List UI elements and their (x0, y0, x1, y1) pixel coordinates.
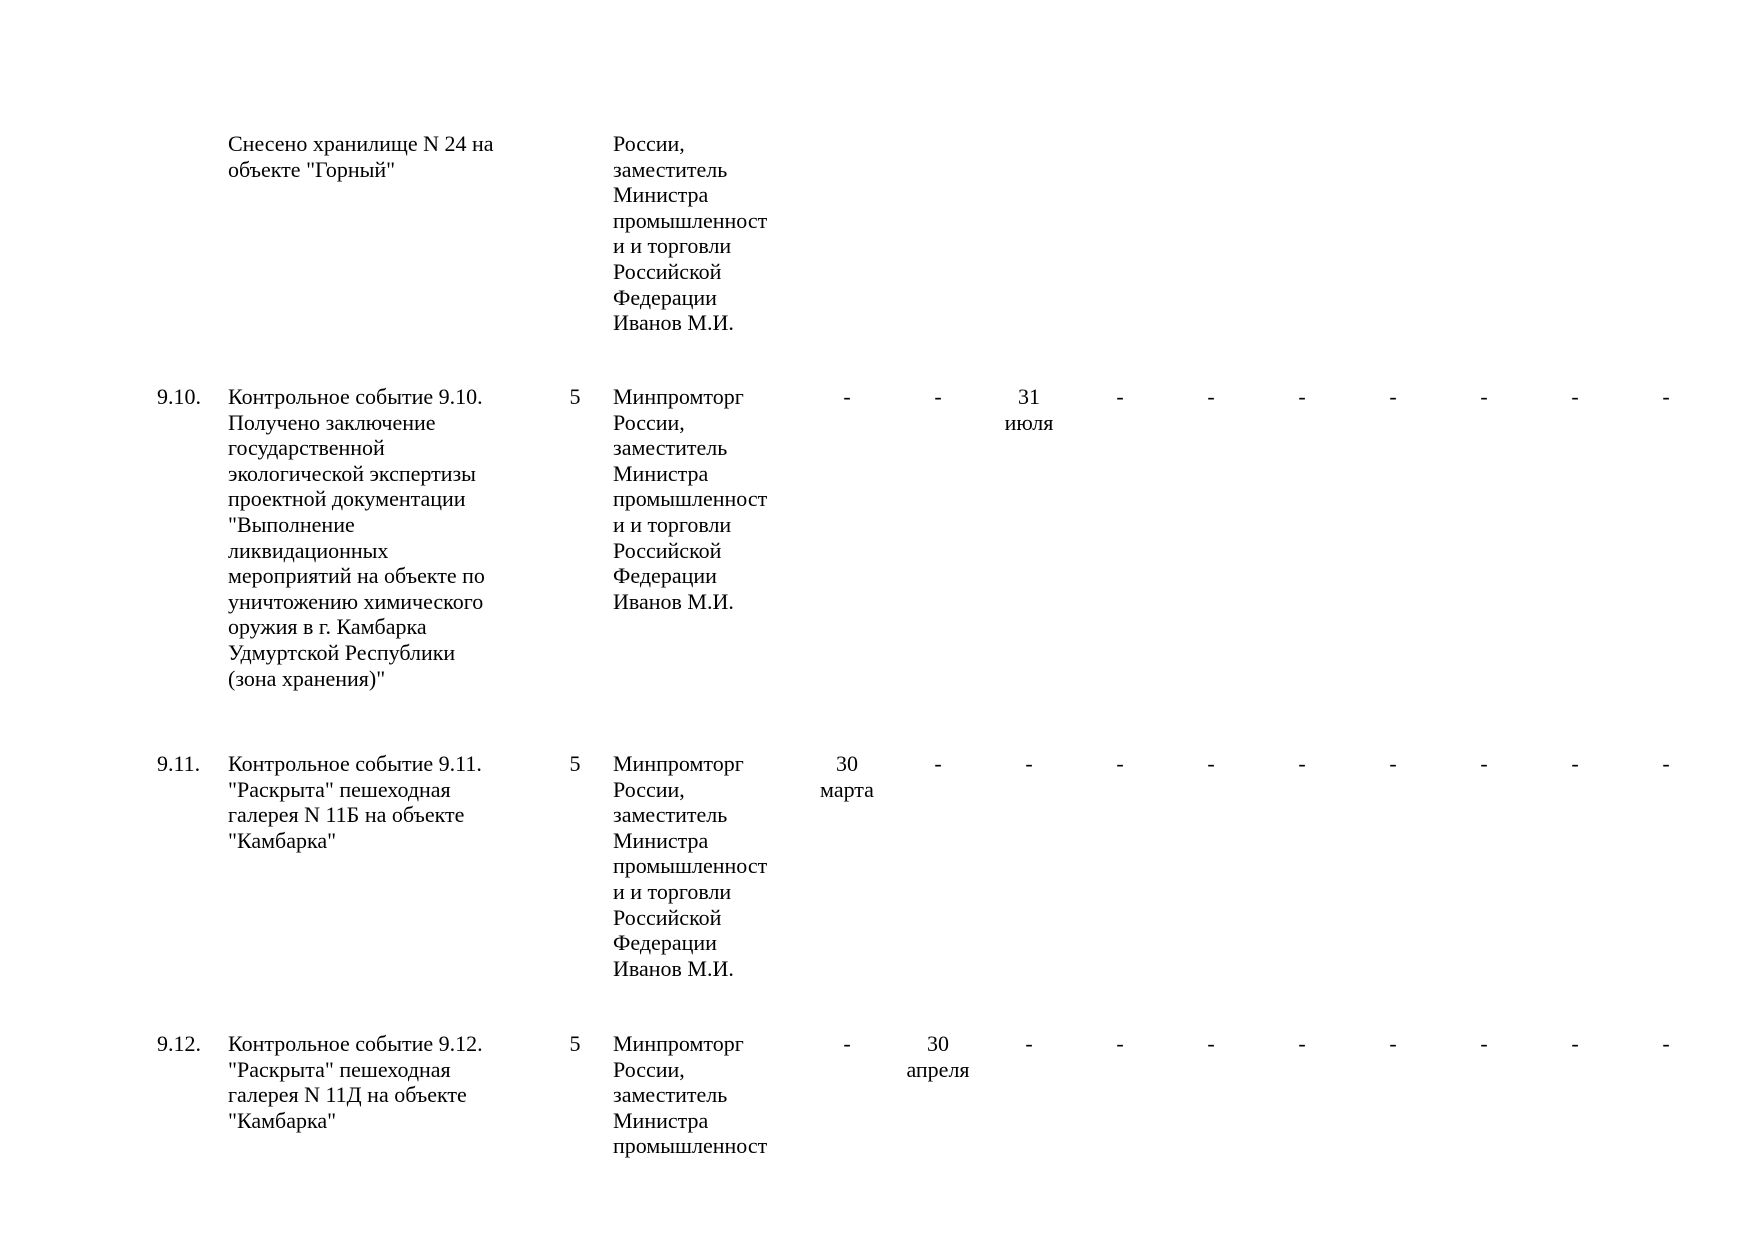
row-cell-2: 30 апреля (906, 1031, 970, 1082)
continued-row-title: Снесено хранилище N 24 на объекте "Горный" (228, 131, 494, 182)
row-title: Контрольное событие 9.10. Получено заключение государственной экологической экспертизы проектной документации "Выполнение ликвидационных мероприятий на объекте по уничтожению химического оружия в г. Камбарка Удмуртской Республики (зона хранения)" (228, 384, 485, 691)
row-cell-6: - (1298, 384, 1306, 409)
row-cell-1: - (843, 1031, 851, 1056)
row-cell-5: - (1207, 751, 1215, 776)
row-cell-10: - (1662, 1031, 1670, 1056)
row-cell-7: - (1389, 384, 1397, 409)
row-cell-2: - (934, 384, 942, 409)
row-cell-9: - (1571, 751, 1579, 776)
row-cell-9: - (1571, 1031, 1579, 1056)
row-cell-9: - (1571, 384, 1579, 409)
row-cell-7: - (1389, 751, 1397, 776)
row-number: 9.10. (157, 384, 201, 409)
row-cell-8: - (1480, 384, 1488, 409)
row-cell-10: - (1662, 384, 1670, 409)
row-cell-3: - (1025, 751, 1033, 776)
row-cell-4: - (1116, 384, 1124, 409)
row-responsible: Минпромторг России, заместитель Министра промышленност и и торговли Российской Федерации Иванов М.И. (613, 751, 768, 981)
continued-row-responsible: России, заместитель Министра промышленност и и торговли Российской Федерации Иванов М.И. (613, 131, 768, 336)
row-cell-5: - (1207, 1031, 1215, 1056)
row-cell-6: - (1298, 751, 1306, 776)
row-responsible: Минпромторг России, заместитель Министра промышленност (613, 1031, 768, 1159)
row-cell-7: - (1389, 1031, 1397, 1056)
row-number: 9.12. (157, 1031, 201, 1056)
row-cell-4: - (1116, 751, 1124, 776)
row-title: Контрольное событие 9.11. "Раскрыта" пешеходная галерея N 11Б на объекте "Камбарка" (228, 751, 482, 853)
row-cell-6: - (1298, 1031, 1306, 1056)
row-cell-10: - (1662, 751, 1670, 776)
row-period: 5 (569, 384, 581, 409)
row-responsible: Минпромторг России, заместитель Министра промышленност и и торговли Российской Федерации Иванов М.И. (613, 384, 768, 614)
row-cell-8: - (1480, 1031, 1488, 1056)
row-cell-3: 31 июля (1004, 384, 1054, 435)
row-cell-4: - (1116, 1031, 1124, 1056)
row-cell-5: - (1207, 384, 1215, 409)
row-cell-1: - (843, 384, 851, 409)
row-cell-2: - (934, 751, 942, 776)
row-cell-8: - (1480, 751, 1488, 776)
row-period: 5 (569, 751, 581, 776)
row-cell-1: 30 марта (820, 751, 874, 802)
row-title: Контрольное событие 9.12. "Раскрыта" пешеходная галерея N 11Д на объекте "Камбарка" (228, 1031, 483, 1133)
row-period: 5 (569, 1031, 581, 1056)
row-cell-3: - (1025, 1031, 1033, 1056)
row-number: 9.11. (157, 751, 201, 776)
